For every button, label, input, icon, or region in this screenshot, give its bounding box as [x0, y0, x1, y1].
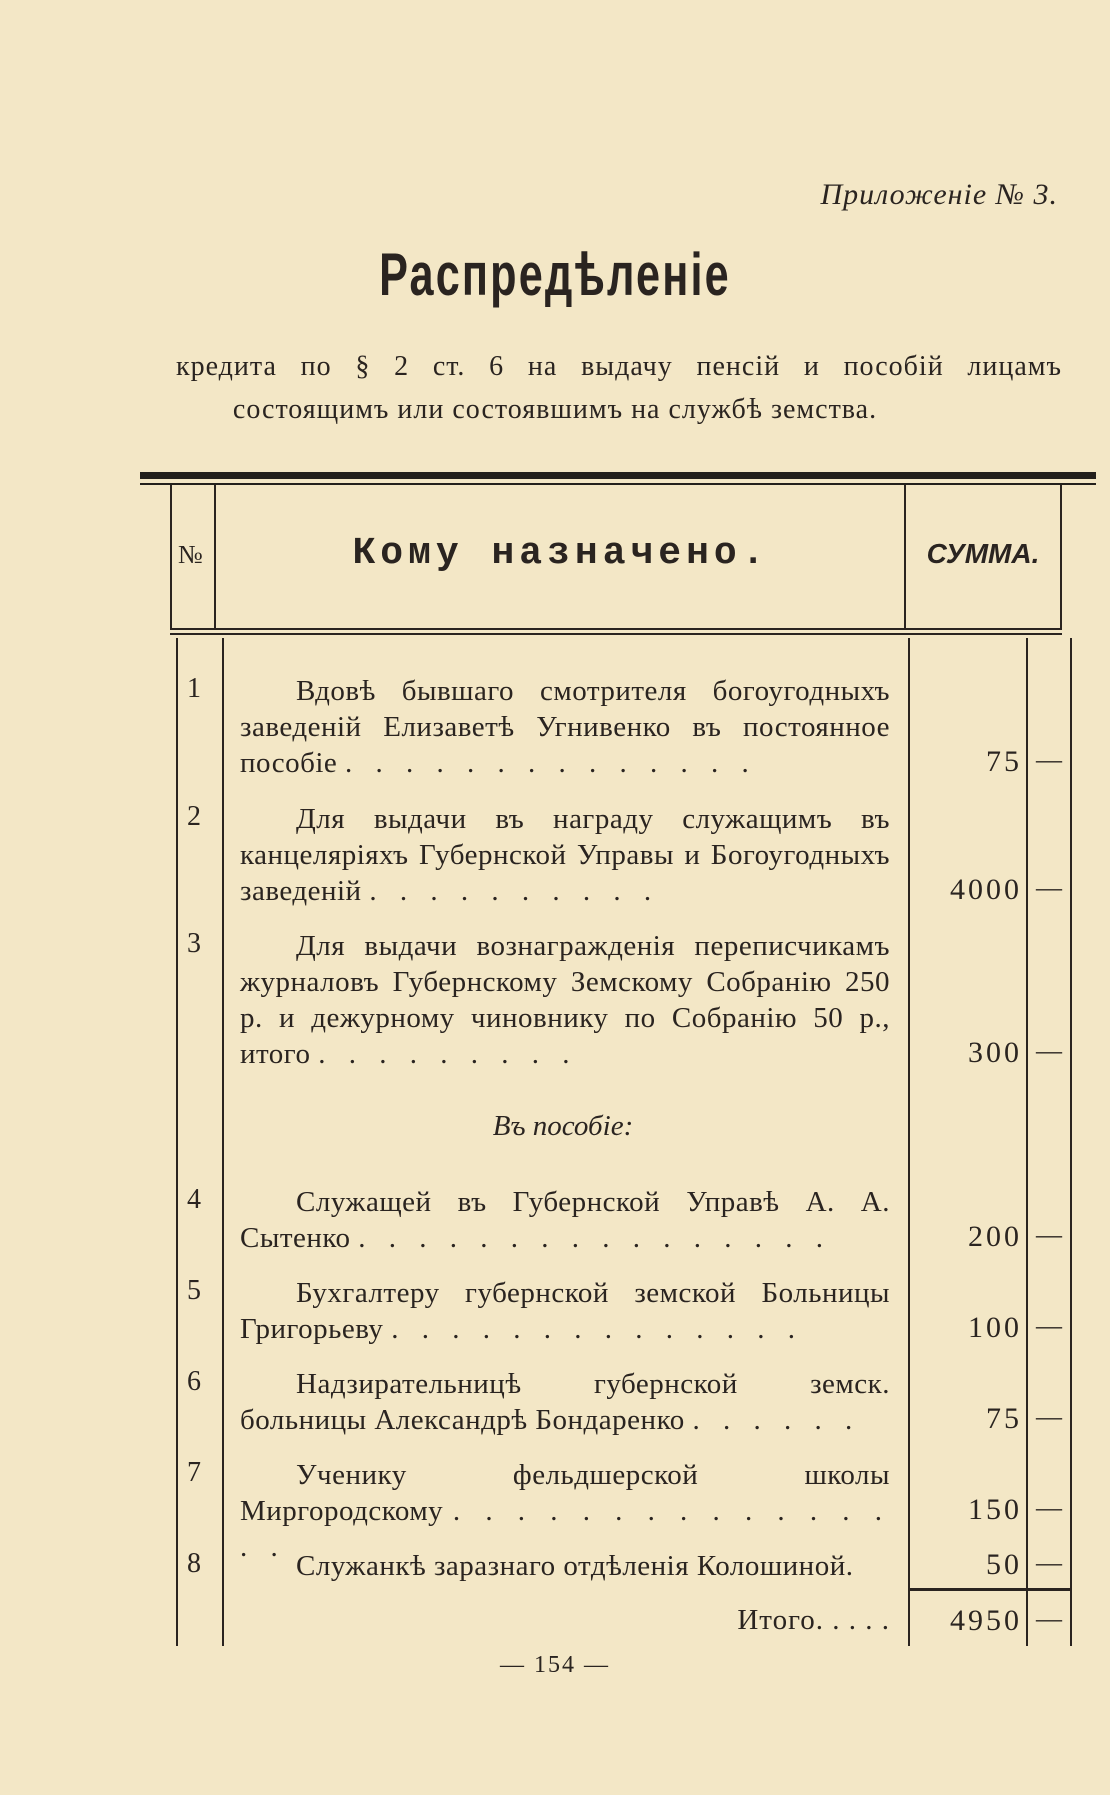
- body-divider-kop: [1026, 638, 1028, 1646]
- row-text: Для выдачи въ награду служащимъ въ канцеляріяхъ Губернской Управы и Богоугодныхъ заведеній . . . . . . . . . .: [240, 803, 890, 907]
- row-amount: 75: [986, 745, 1022, 778]
- row-text: Надзирательницѣ губернской земск. больницы Александрѣ Бондаренко . . . . . .: [240, 1368, 890, 1436]
- row-kopecks: —: [1036, 1311, 1062, 1340]
- total-amount: 4950: [950, 1604, 1022, 1637]
- column-header-number: №: [178, 540, 203, 569]
- row-text: Служанкѣ заразнаго отдѣленія Колошиной.: [296, 1550, 854, 1582]
- subtitle-line-1: кредита по § 2 ст. 6 на выдачу пенсій и пособій лицамъ: [176, 351, 1062, 382]
- row-kopecks: —: [1036, 1493, 1062, 1522]
- row-amount: 300: [968, 1036, 1022, 1069]
- column-header-sum: СУММА.: [926, 538, 1040, 569]
- row-number: 4: [187, 1184, 201, 1215]
- section-heading: Въ пособіе:: [492, 1110, 634, 1142]
- table-top-rule-thin: [140, 483, 1096, 485]
- row-amount: 200: [968, 1220, 1022, 1253]
- header-bottom-rule-2: [170, 633, 1062, 635]
- page-number: — 154 —: [500, 1652, 610, 1678]
- row-text: Служащей въ Губернской Управѣ А. А. Сытенко . . . . . . . . . . . . . . . .: [240, 1186, 890, 1254]
- row-number: 5: [187, 1275, 201, 1306]
- page-title: Распредѣленіе: [379, 241, 731, 308]
- row-kopecks: —: [1036, 1402, 1062, 1431]
- row-amount: 150: [968, 1493, 1022, 1526]
- row-number: 7: [187, 1457, 201, 1488]
- body-border-right: [1070, 638, 1072, 1646]
- row-text: Ученику фельдшерской школы Миргородскому . . . . . . . . . . . . . . . .: [240, 1459, 891, 1563]
- body-divider-sum: [908, 638, 910, 1646]
- row-kopecks: —: [1036, 745, 1062, 774]
- total-kopecks: —: [1036, 1604, 1062, 1633]
- row-amount: 4000: [950, 873, 1022, 906]
- row-number: 8: [187, 1548, 201, 1579]
- row-amount: 75: [986, 1402, 1022, 1435]
- row-number: 6: [187, 1366, 201, 1397]
- subtitle-line-2: состоящимъ или состоявшимъ на службѣ земства.: [232, 394, 878, 425]
- column-header-recipient: Кому назначено.: [352, 532, 770, 575]
- row-number: 3: [187, 928, 201, 959]
- row-text: Бухгалтеру губернской земской Больницы Григорьеву . . . . . . . . . . . . . .: [240, 1277, 890, 1345]
- row-kopecks: —: [1036, 1220, 1062, 1249]
- header-border-right: [1060, 485, 1062, 630]
- appendix-label: Приложеніе № 3.: [820, 178, 1058, 211]
- row-text: Вдовѣ бывшаго смотрителя богоугодныхъ заведеній Елизаветѣ Угнивенко въ постоянное пособіе . . . . . . . . . . . . . .: [240, 675, 890, 779]
- row-kopecks: —: [1036, 873, 1062, 902]
- table-top-rule: [140, 472, 1096, 479]
- header-divider-no: [214, 485, 216, 630]
- row-amount: 50: [986, 1548, 1022, 1581]
- total-rule: [908, 1588, 1070, 1591]
- row-kopecks: —: [1036, 1548, 1062, 1577]
- header-bottom-rule: [170, 628, 1062, 630]
- row-amount: 100: [968, 1311, 1022, 1344]
- row-number: 2: [187, 801, 201, 832]
- header-divider-sum: [904, 485, 906, 630]
- row-kopecks: —: [1036, 1036, 1062, 1065]
- header-border-left: [170, 485, 172, 630]
- row-text: Для выдачи вознагражденія переписчикамъ журналовъ Губернскому Земскому Собранію 250 р. и дежурному чиновнику по Собранію 50 р., итого . . . . . . . . .: [240, 930, 890, 1070]
- body-border-left: [176, 638, 178, 1646]
- total-label: Итого. . . . .: [737, 1604, 890, 1636]
- row-number: 1: [187, 673, 201, 704]
